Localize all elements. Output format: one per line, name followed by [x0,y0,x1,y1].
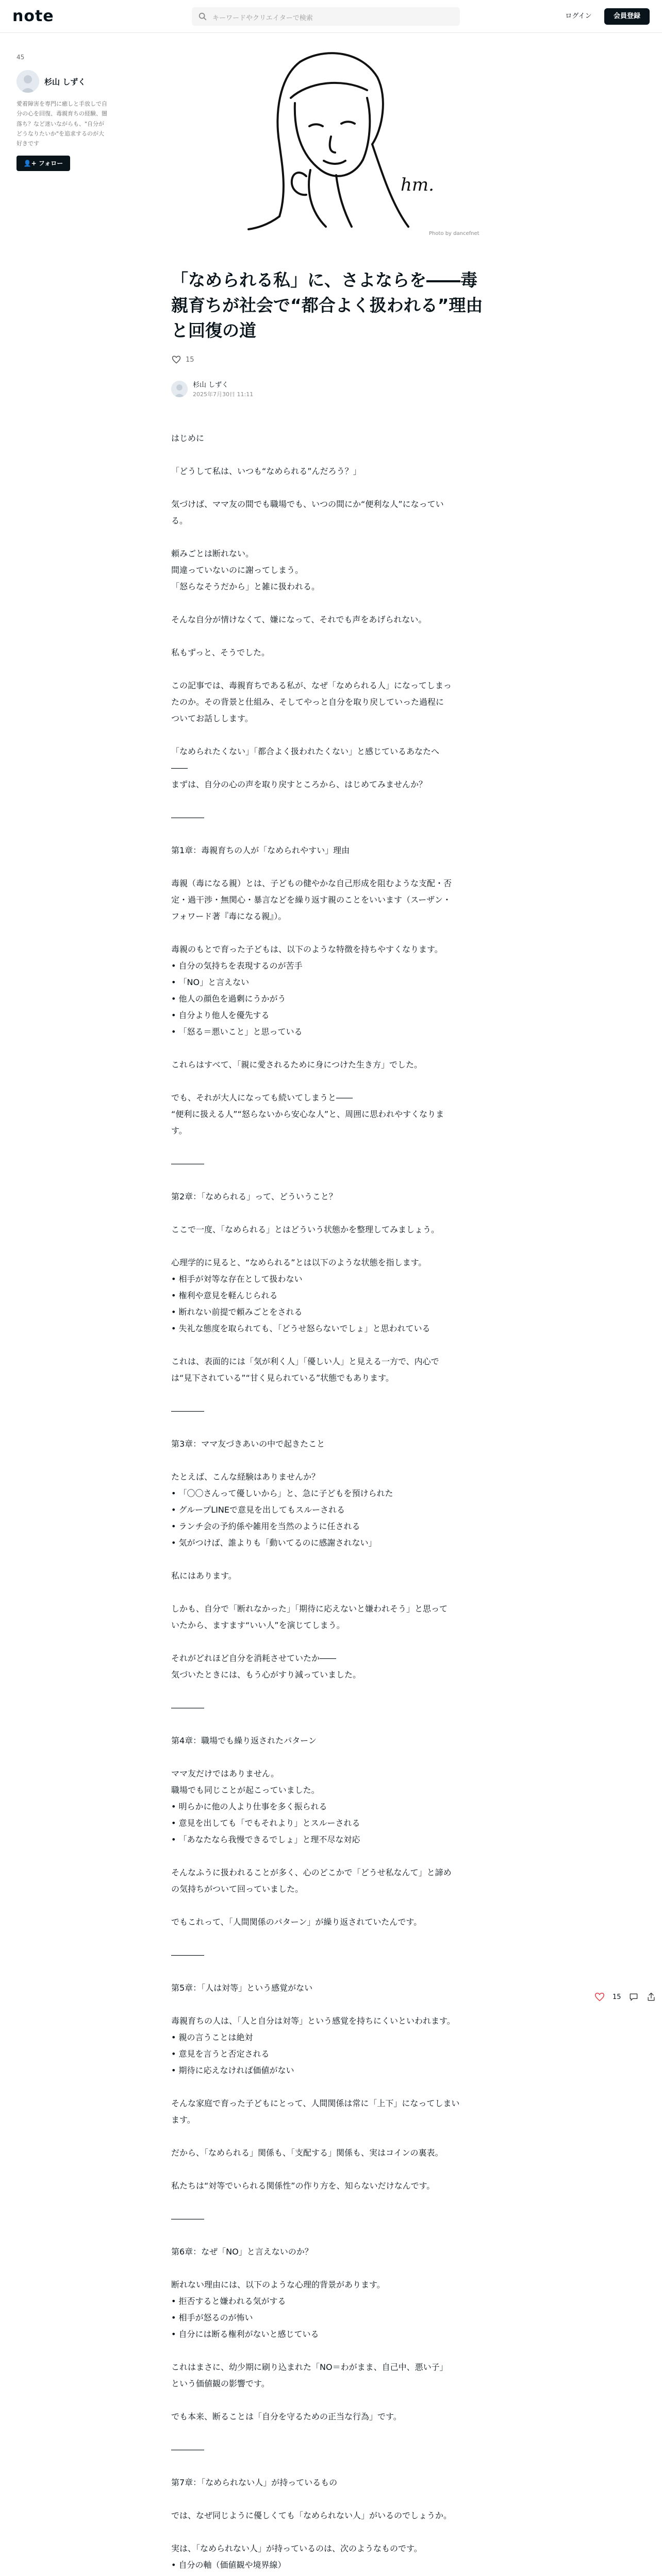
paragraph [171,2409,491,2425]
text-line: では、なぜ同じように優しくても「なめられない人」がいるのでしょうか。 [171,2511,452,2521]
list-item: • 自分の軸（価値観や境界線） [171,2560,286,2570]
text-line: 毒親のもとで育った子どもは、以下のような特徴を持ちやすくなります。 [171,944,443,955]
text-line: 心理学的に見ると、“なめられる”とは以下のような状態を指します。 [171,1258,427,1268]
paragraph [171,677,491,727]
text-line: 「怒らなそうだから」と雑に扱われる。 [171,582,320,592]
list-item: • 拒否すると嫌われる気がする [171,2296,286,2307]
text-line: だから、「なめられる」関係も、「支配する」関係も、実はコインの裏表。 [171,2148,443,2158]
list-item: • 自分より他人を優先する [171,1010,270,1021]
paragraph [171,2095,491,2128]
text-line: は“見下されている”“甘く見られている”状態でもあります。 [171,1373,394,1383]
paragraph [171,1568,491,1584]
paragraph [171,430,491,447]
list-item: • 「〇〇さんって優しいから」と、急に子どもを預けられた [171,1488,393,1499]
follow-icon: 👤+ [23,160,37,167]
woman-line-drawing-icon [171,41,491,237]
list-item: • 気がつけば、誰よりも「動いてるのに感謝されない」 [171,1538,377,1548]
paragraph [171,546,491,595]
action-like-count: 15 [613,1993,621,2001]
text-line: 実は、「なめられない人」が持っているのは、次のようなものです。 [171,2544,422,2554]
text-line: ママ友だけではありません。 [171,1769,279,1779]
list-item: • 意見を言うと否定される [171,2049,270,2059]
text-line: ます。 [171,2115,195,2125]
text-line: 「どうして私は、いつも“なめられる”んだろう？」 [171,466,361,477]
site-header [0,0,662,33]
text-line: でも、それが大人になっても続いてしまうと―― [171,1093,353,1103]
paragraph [171,1914,491,1930]
signature-text: hm. [401,175,434,195]
paragraph [171,1766,491,1848]
paragraph [171,1733,491,1749]
paragraph [171,743,491,793]
paragraph [171,2475,491,2491]
list-item: • 自分には断る権利がないと感じている [171,2329,319,2340]
follow-button[interactable] [16,156,70,171]
text-line: それがどれほど自分を消耗させていたか―― [171,1653,337,1664]
list-item: • 「NO」と言えない [171,977,250,988]
text-line: ―――― [171,1159,204,1169]
paragraph [171,2359,491,2392]
text-line: はじめに [171,433,205,444]
text-line: 毒親育ちの人は、「人と自分は対等」という感覚を持ちにくいといわれます。 [171,2016,455,2026]
list-item: • 期待に応えなければ価値がない [171,2065,294,2076]
text-line: “便利に扱える人”“怒らないから安心な人”と、周囲に思われやすくなりま [171,1109,444,1120]
chapter-heading: 第6章：なぜ「NO」と言えないのか？ [171,2247,313,2257]
publish-date: 2025年7月30日 11:11 [193,391,254,398]
paragraph [171,1601,491,1634]
paragraph [171,941,491,1040]
list-item: • 明らかに他の人より仕事を多く振られる [171,1802,327,1812]
author-name[interactable]: 杉山 しずく [193,381,229,389]
like-summary[interactable] [171,354,491,365]
paragraph [171,1650,491,1683]
text-line: そんな自分が情けなくて、嫌になって、それでも声をあげられない。 [171,615,427,625]
article-title: 「なめられる私」に、さよならを――毒親育ちが社会で“都合よく扱われる”理由と回復の道 [171,270,483,341]
text-line: ―――― [171,1406,204,1416]
text-line: ―――― [171,2214,204,2224]
text-line: これは、表面的には「気が利く人」「優しい人」と見える一方で、内心で [171,1357,439,1367]
photo-credit: Photo by dancefnet [429,231,479,236]
avatar-illustration-icon [171,381,188,397]
paragraph [171,2178,491,2194]
list-item: • 親の言うことは絶対 [171,2032,253,2043]
like-heart-icon[interactable] [594,1991,605,2003]
article-body [171,430,491,2576]
paragraph [171,842,491,859]
article [171,268,491,2576]
section-divider [171,809,491,826]
text-line: この記事では、毒親育ちである私が、なぜ「なめられる人」になってしまっ [171,681,452,691]
avatar-illustration-icon [16,70,39,93]
text-line: 気づいたときには、もう心がすり減っていました。 [171,1670,361,1680]
section-divider [171,2442,491,2458]
author-avatar[interactable] [171,381,188,397]
author-profile [16,54,109,171]
text-line: ついてお話しします。 [171,714,253,724]
chapter-heading: 第3章：ママ友づきあいの中で起きたこと [171,1439,325,1449]
text-line: 職場でも同じことが起こっていました。 [171,1785,320,1795]
login-button[interactable]: ログイン [565,12,592,20]
search-icon [198,12,207,21]
text-line: という価値観の影響です。 [171,2379,270,2389]
text-line: これらはすべて、「親に愛されるために身につけた生き方」でした。 [171,1060,423,1070]
list-item [171,2573,491,2576]
text-line: いたから、ますます“いい人”を演じてしまう。 [171,1620,345,1631]
paragraph [171,1980,491,1996]
section-divider [171,1156,491,1172]
text-line: 私たちは“対等でいられる関係性”の作り方を、知らないだけなんです。 [171,2181,435,2191]
list-item: • 失礼な態度を取られても、「どうせ怒らないでしょ」と思われている [171,1324,431,1334]
text-line: 断れない理由には、以下のような心理的背景があります。 [171,2280,385,2290]
text-line: そんな家庭で育った子どもにとって、人間関係は常に「上下」になってしまい [171,2098,460,2109]
text-line: 間違っていないのに謝ってしまう。 [171,565,304,575]
text-line: ―――― [171,1950,204,1960]
section-divider [171,1947,491,1963]
text-line: たのか。その背景と仕組み、そしてやっと自分を取り戻していった過程に [171,697,444,707]
list-item: • 相手が怒るのが怖い [171,2313,253,2323]
note-logo[interactable]: note [12,7,54,25]
chapter-heading: 第5章：「人は対等」という感覚がない [171,1983,313,1993]
text-line: 頼みごとは断れない。 [171,549,254,559]
text-line: ―――― [171,2445,204,2455]
chapter-heading: 第2章：「なめられる」って、どういうこと？ [171,1192,337,1202]
paragraph [171,1436,491,1452]
paragraph [171,1090,491,1139]
text-line: の気持ちがついて回っていました。 [171,1884,304,1894]
text-line: しかも、自分で「断れなかった」「期待に応えないと嫌われそう」と思って [171,1604,448,1614]
list-item: • グループLINEで意見を出してもスルーされる [171,1505,345,1515]
follow-label: フォロー [38,160,63,167]
like-count: 15 [186,355,194,364]
list-item: • 自分の気持ちを表現するのが苦手 [171,961,303,971]
text-line: る。 [171,516,188,526]
paragraph [171,1189,491,1205]
text-line: でも本来、断ることは「自分を守るための正当な行為」です。 [171,2412,402,2422]
paragraph [171,1222,491,1238]
text-line: ―――― [171,812,204,823]
list-item: • 断れない前提で頼みごとをされる [171,1307,303,1317]
paragraph [171,2277,491,2343]
paragraph [171,1865,491,1897]
text-line: 「なめられたくない」「都合よく扱われたくない」と感じているあなたへ [171,747,440,757]
search-placeholder: キーワードやクリエイターで検索 [212,14,313,22]
list-item: • 「怒る＝悪いこと」と思っている [171,1027,303,1037]
paragraph [171,2507,491,2524]
section-divider [171,1700,491,1716]
paragraph [171,1057,491,1073]
signup-button[interactable]: 会員登録 [604,8,650,25]
paragraph [171,645,491,661]
paragraph [171,2540,491,2576]
text-line: そんなふうに扱われることが多く、心のどこかで「どうせ私なんて」と諦め [171,1868,452,1878]
text-line: でもこれって、「人間関係のパターン」が繰り返されていたんです。 [171,1917,422,1927]
paragraph [171,2145,491,2161]
text-line: 気づけば、ママ友の間でも職場でも、いつの間にか“便利な人”になってい [171,499,444,510]
comment-icon[interactable] [628,1992,639,2002]
text-line: フォワード著『毒になる親』）。 [171,911,287,922]
paragraph [171,1353,491,1386]
list-item: • 権利や意見を軽んじられる [171,1291,278,1301]
text-line: ―― [171,763,188,773]
paragraph [171,2244,491,2260]
paragraph [171,875,491,925]
text-line: 私もずっと、そうでした。 [171,648,270,658]
text-line: これはまさに、幼少期に刷り込まれた「NO＝わがまま、自己中、悪い子」 [171,2362,448,2372]
text-line: 毒親（毒になる親）とは、子どもの健やかな自己形成を阻むような支配・否 [171,878,452,889]
text-line: 私にはあります。 [171,1571,237,1581]
section-divider [171,1403,491,1419]
list-item: • ランチ会の予約係や雑用を当然のように任される [171,1521,360,1532]
profile-name[interactable]: 杉山 しずく [44,77,86,87]
list-item: • 意見を出しても「でもそれより」とスルーされる [171,1818,360,1828]
paragraph [171,2013,491,2079]
text-line: す。 [171,1126,187,1136]
profile-header [16,70,109,93]
list-item: • 相手が対等な存在として扱わない [171,1274,303,1284]
text-line: 定・過干渉・無関心・暴言などを繰り返す親のことをいいます（スーザン・ [171,895,451,905]
author-byline [171,379,491,398]
text-line: ―――― [171,1703,204,1713]
profile-bio: 愛着障害を専門に癒しと手放しで自分の心を回復、毒親育ちの経験、闇落ち？など迷いながらも、"自分がどうなりたいか"を追求するのが大好きです [16,100,107,147]
avatar[interactable] [16,70,39,93]
text-line: まずは、自分の心の声を取り戻すところから、はじめてみませんか？ [171,779,427,790]
profile-tag: 45 [16,54,25,61]
text-line: ここで一度、「なめられる」とはどういう状態かを整理してみましょう。 [171,1225,440,1235]
paragraph [171,1255,491,1337]
list-item: • 「あなたなら我慢できるでしょ」と理不尽な対応 [171,1835,360,1845]
section-divider [171,2211,491,2227]
chapter-heading: 第4章：職場でも繰り返されたパターン [171,1736,317,1746]
paragraph [171,1469,491,1551]
paragraph [171,463,491,480]
paragraph [171,496,491,529]
search-box[interactable] [192,7,460,26]
text-line: たとえば、こんな経験はありませんか？ [171,1472,320,1482]
chapter-heading: 第1章：毒親育ちの人が「なめられやすい」理由 [171,845,350,856]
share-icon[interactable] [646,1992,656,2002]
hero-image [171,41,491,237]
list-item: • 他人の顔色を過剰にうかがう [171,994,286,1004]
heart-icon [171,354,181,365]
paragraph [171,612,491,628]
article-actions [594,1991,662,2003]
chapter-heading: 第7章：「なめられない人」が持っているもの [171,2478,338,2488]
